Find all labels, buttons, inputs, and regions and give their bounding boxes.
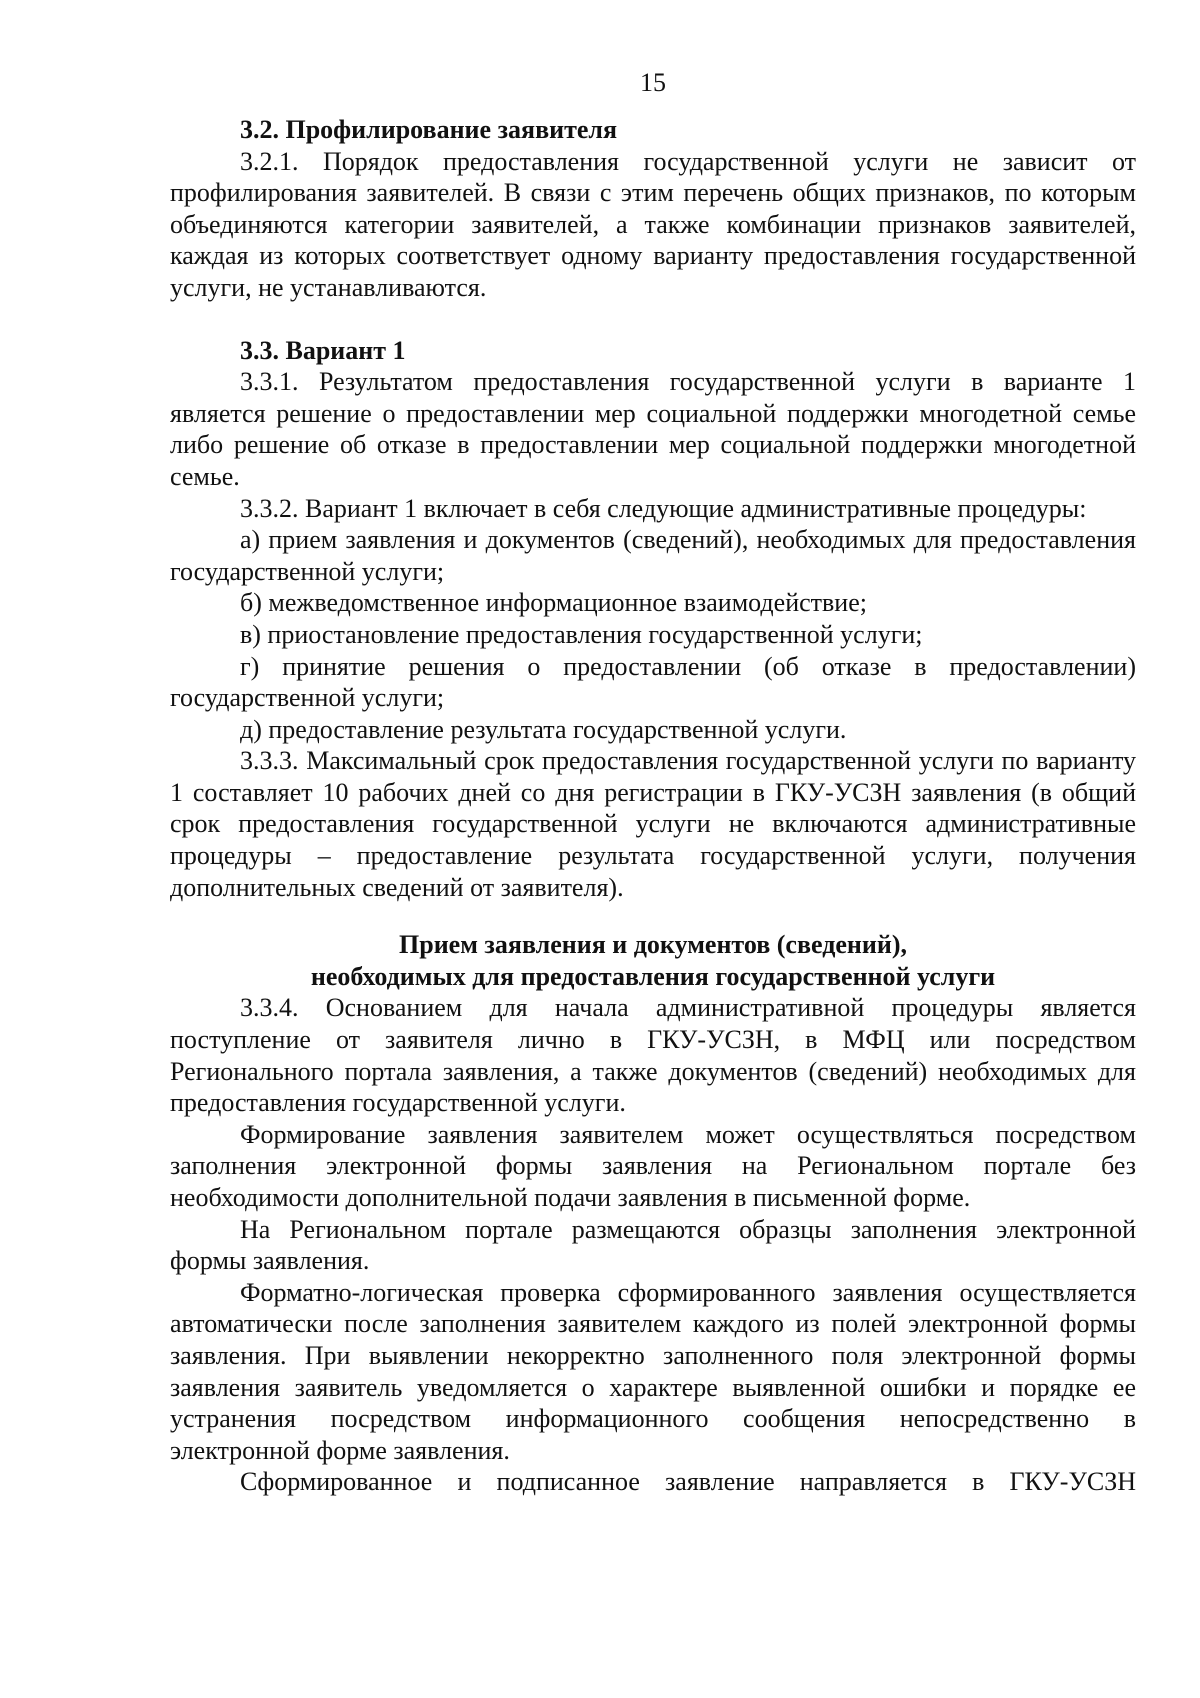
- paragraph-samples: На Региональном портале размещаются образцы заполнения электронной формы заявления.: [170, 1214, 1136, 1276]
- section-3-2-title: 3.2. Профилирование заявителя: [240, 115, 618, 144]
- paragraph-check: Форматно-логическая проверка сформированного заявления осуществляется автоматически после заполнения заявителем каждого из полей электронной формы заявления. При выявлении некорректно заполненного поля электронной формы заявления заявитель уведомляется о характере выявленной ошибки и порядке ее устранения посредством информационного сообщения непосредственно в электронной форме заявления.: [170, 1277, 1136, 1465]
- list-item-d: д) предоставление результата государственной услуги.: [240, 714, 847, 744]
- paragraph-3-3-4: 3.3.4. Основанием для начала административной процедуры является поступление от заявителя лично в ГКУ-УСЗН, в МФЦ или посредством Регионального портала заявления, а также документов (сведений) необходимых для предоставления государственной услуги.: [170, 993, 1136, 1118]
- list-item-a: а) прием заявления и документов (сведений), необходимых для предоставления государственной услуги;: [170, 525, 1136, 586]
- page-number: 15: [640, 68, 666, 97]
- section-3-3-title: 3.3. Вариант 1: [240, 335, 406, 365]
- paragraph-3-3-1: 3.3.1. Результатом предоставления государственной услуги в варианте 1 является решение о предоставлении мер социальной поддержки многодетной семье либо решение об отказе в предоставлении мер социальной поддержки многодетной семье.: [170, 367, 1136, 491]
- spacer: [170, 903, 1136, 929]
- subsection-title-line-2: необходимых для предоставления государственной услуги: [310, 961, 996, 991]
- list-item-g: г) принятие решения о предоставлении (об отказе в предоставлении) государственной услуги;: [170, 651, 1136, 713]
- paragraph-3-2-1: 3.2.1. Порядок предоставления государственной услуги не зависит от профилирования заявителей. В связи с этим перечень общих признаков, по которым объединяются категории заявителей, а также комбинации признаков заявителей, каждая из которых соответствует одному варианту предоставления государственной услуги, не устанавливаются.: [170, 146, 1136, 302]
- list-item-v: в) приостановление предоставления государственной услуги;: [240, 619, 923, 649]
- paragraph-form: Формирование заявления заявителем может осуществляться посредством заполнения электронной формы заявления на Региональном портале без необходимости дополнительной подачи заявления в письменной форме.: [170, 1119, 1136, 1212]
- paragraph-3-3-3: 3.3.3. Максимальный срок предоставления государственной услуги по варианту 1 составляет 10 рабочих дней со дня регистрации в ГКУ-УСЗН заявления (в общий срок предоставления государственной услуги не включаются административные процедуры – предоставление результата государственной услуги, получения дополнительных сведений от заявителя).: [170, 746, 1136, 902]
- document-page: [170, 70, 1136, 1498]
- paragraph-3-3-2: 3.3.2. Вариант 1 включает в себя следующие административные процедуры:: [240, 493, 1087, 523]
- spacer: [170, 304, 1136, 335]
- subsection-title-line-1: Прием заявления и документов (сведений),: [399, 930, 907, 960]
- paragraph-last: Сформированное и подписанное заявление направляется в ГКУ-УСЗН: [240, 1467, 1136, 1497]
- list-item-b: б) межведомственное информационное взаимодействие;: [240, 588, 867, 618]
